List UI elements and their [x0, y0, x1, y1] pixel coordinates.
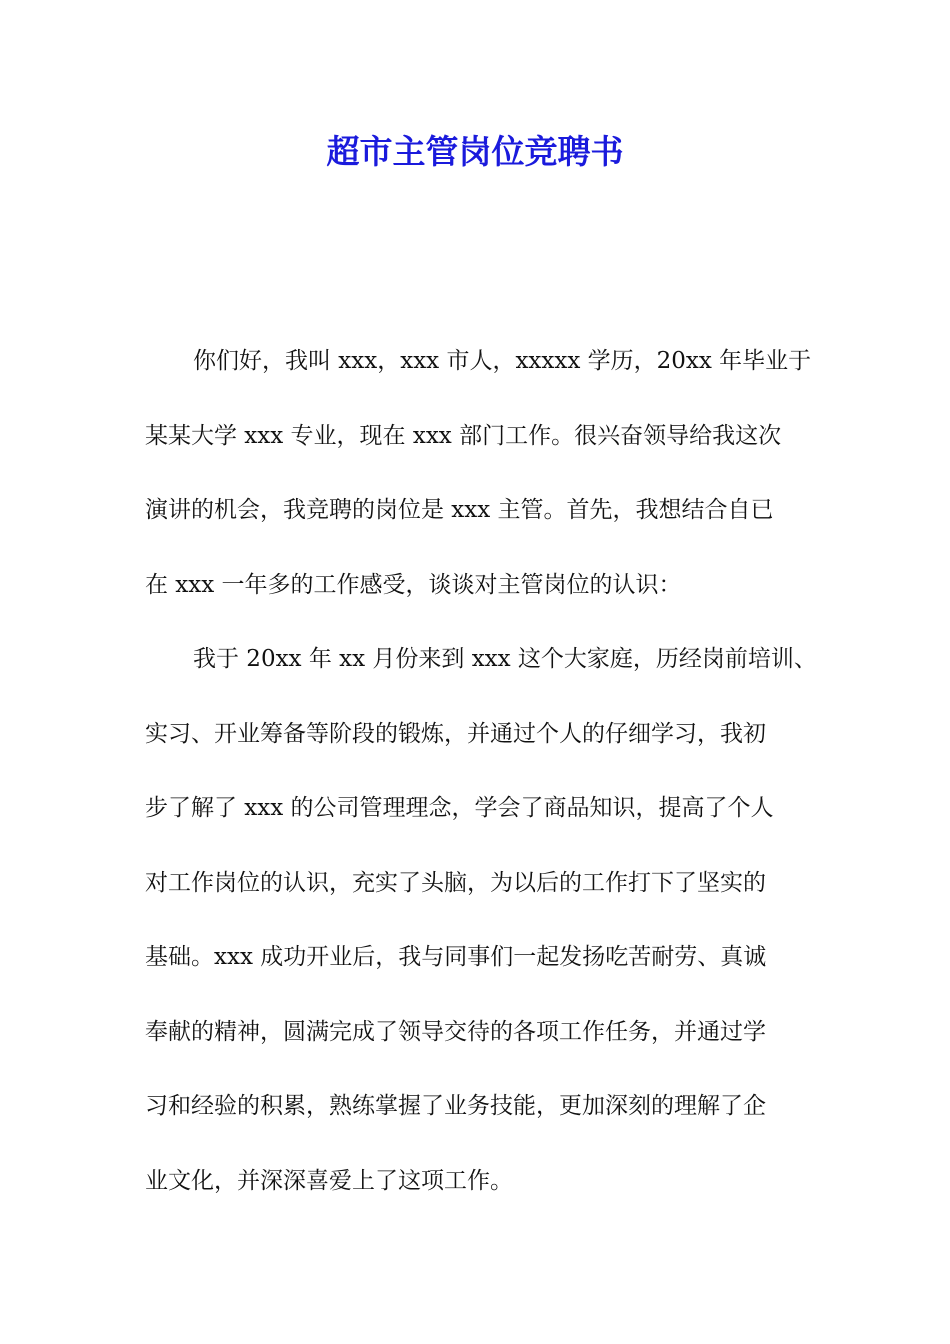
- paragraph-line: 习和经验的积累，熟练掌握了业务技能，更加深刻的理解了企: [145, 1093, 766, 1119]
- paragraph-1: [145, 334, 825, 632]
- paragraph-line: 实习、开业筹备等阶段的锻炼，并通过个人的仔细学习，我初: [145, 720, 766, 747]
- paragraph-2: [145, 632, 825, 1228]
- paragraph-line: 某某大学 xxx 专业，现在 xxx 部门工作。很兴奋领导给我这次: [145, 422, 782, 449]
- paragraph-line: 奉献的精神，圆满完成了领导交待的各项工作任务，并通过学: [145, 1018, 766, 1045]
- paragraph-line: 业文化，并深深喜爱上了这项工作。: [145, 1167, 513, 1194]
- paragraph-line: 对工作岗位的认识，充实了头脑，为以后的工作打下了坚实的: [145, 869, 766, 896]
- document-body: [145, 334, 825, 1228]
- paragraph-line: 在 xxx 一年多的工作感受，谈谈对主管岗位的认识：: [145, 571, 682, 598]
- paragraph-line: 演讲的机会，我竞聘的岗位是 xxx 主管。首先，我想结合自已: [145, 497, 774, 523]
- paragraph-line: 基础。xxx 成功开业后，我与同事们一起发扬吃苦耐劳、真诚: [145, 944, 767, 970]
- document-title: 超市主管岗位竞聘书: [326, 132, 624, 171]
- paragraph-line: 我于 20xx 年 xx 月份来到 xxx 这个大家庭，历经岗前培训、: [193, 646, 817, 672]
- paragraph-line: 步了解了 xxx 的公司管理理念，学会了商品知识，提高了个人: [145, 795, 774, 821]
- paragraph-line: 你们好，我叫 xxx，xxx 市人，xxxxx 学历，20xx 年毕业于: [193, 348, 812, 374]
